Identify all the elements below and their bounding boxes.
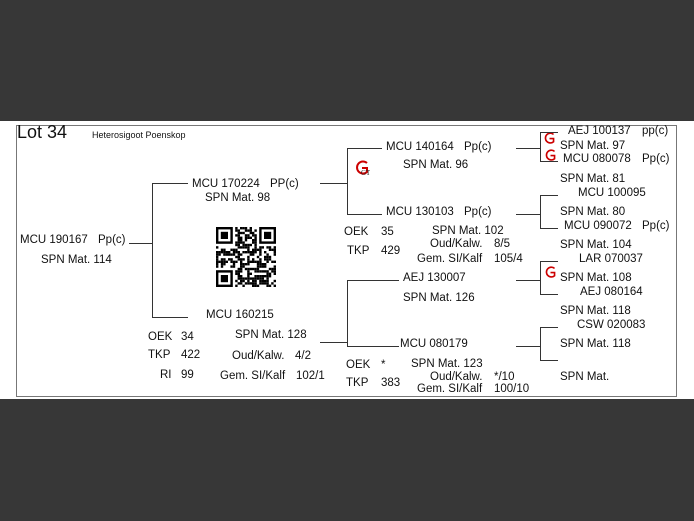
connector-line <box>540 261 541 294</box>
dam-oek-label: OEK <box>148 331 173 343</box>
connector-line <box>516 346 540 347</box>
dd-oud-label: Oud/Kalw. <box>430 371 483 383</box>
g3-2-code: Pp(c) <box>642 153 670 165</box>
dd-oud-value: */10 <box>494 371 515 383</box>
lot-number: Lot 34 <box>17 122 68 142</box>
g3-3-spn: SPN Mat. 80 <box>560 206 626 218</box>
sire-name: MCU 170224 <box>192 178 260 190</box>
dd-gem-value: 100/10 <box>494 383 530 395</box>
connector-line <box>540 327 541 360</box>
dam-spn: SPN Mat. 128 <box>235 329 307 341</box>
g3-2-spn: SPN Mat. 81 <box>560 173 626 185</box>
sd-oek-value: 35 <box>381 226 394 238</box>
g3-5-name: LAR 070037 <box>579 253 643 265</box>
gt-logo-icon <box>543 132 556 145</box>
g3-7-spn: SPN Mat. 118 <box>560 338 631 350</box>
connector-line <box>540 294 558 295</box>
sd-oek-label: OEK <box>344 226 369 238</box>
sd-oud-label: Oud/Kalw. <box>430 238 483 250</box>
ds-spn: SPN Mat. 126 <box>403 292 475 304</box>
sd-code: Pp(c) <box>464 206 492 218</box>
sd-tkp-label: TKP <box>347 245 370 257</box>
subject-name: MCU 190167 <box>20 234 88 246</box>
gt-logo-text: GT <box>361 169 370 176</box>
dam-tkp-label: TKP <box>148 349 171 361</box>
dam-ri-label: RI <box>160 369 172 381</box>
connector-line <box>347 214 382 215</box>
dam-oud-value: 4/2 <box>295 350 311 362</box>
g3-4-code: Pp(c) <box>642 220 670 232</box>
gt-logo-icon <box>544 266 557 279</box>
g3-1-name: AEJ 100137 <box>568 125 631 137</box>
g3-4-spn: SPN Mat. 104 <box>560 239 632 251</box>
connector-line <box>540 327 558 328</box>
connector-line <box>516 214 540 215</box>
ss-name: MCU 140164 <box>386 141 454 153</box>
connector-line <box>347 148 348 214</box>
dd-spn: SPN Mat. 123 <box>411 358 483 370</box>
connector-line <box>347 280 348 346</box>
dam-ri-value: 99 <box>181 369 194 381</box>
sire-spn: SPN Mat. 98 <box>205 192 271 204</box>
connector-line <box>347 280 399 281</box>
sd-spn: SPN Mat. 102 <box>432 225 504 237</box>
dd-name: MCU 080179 <box>400 338 468 350</box>
subject-code: Pp(c) <box>98 234 126 246</box>
connector-line <box>152 183 188 184</box>
g3-2-name: MCU 080078 <box>563 153 631 165</box>
pedigree-card <box>0 121 694 399</box>
dam-gem-label: Gem. SI/Kalf <box>220 370 286 382</box>
g3-7-name: CSW 020083 <box>577 319 646 331</box>
connector-line <box>540 360 558 361</box>
g3-1-code: pp(c) <box>642 125 669 137</box>
connector-line <box>152 317 188 318</box>
dam-oud-label: Oud/Kalw. <box>232 350 285 362</box>
sd-gem-label: Gem. SI/Kalf <box>417 253 483 265</box>
g3-6-name: AEJ 080164 <box>580 286 643 298</box>
connector-line <box>129 243 152 244</box>
sd-gem-value: 105/4 <box>494 253 523 265</box>
sd-name: MCU 130103 <box>386 206 454 218</box>
subject-spn: SPN Mat. 114 <box>41 254 112 266</box>
g3-6-spn: SPN Mat. 118 <box>560 305 631 317</box>
connector-line <box>320 342 347 343</box>
connector-line <box>347 346 399 347</box>
g3-1-spn: SPN Mat. 97 <box>560 140 626 152</box>
g3-5-spn: SPN Mat. 108 <box>560 272 632 284</box>
connector-line <box>540 228 558 229</box>
g3-8-spn: SPN Mat. <box>560 371 610 383</box>
gt-logo-icon <box>354 160 370 176</box>
connector-line <box>152 183 153 317</box>
qr-code <box>216 227 276 287</box>
dd-oek-label: OEK <box>346 359 371 371</box>
connector-line <box>540 161 558 162</box>
connector-line <box>516 148 540 149</box>
dam-tkp-value: 422 <box>181 349 201 361</box>
connector-line <box>540 261 558 262</box>
connector-line <box>540 195 541 228</box>
lot-subtitle: Heterosigoot Poenskop <box>92 130 186 140</box>
sire-code: PP(c) <box>270 178 299 190</box>
g3-3-name: MCU 100095 <box>578 187 646 199</box>
ds-name: AEJ 130007 <box>403 272 466 284</box>
sd-oud-value: 8/5 <box>494 238 510 250</box>
g3-4-name: MCU 090072 <box>564 220 632 232</box>
connector-line <box>320 183 347 184</box>
dam-gem-value: 102/1 <box>296 370 325 382</box>
dd-tkp-value: 383 <box>381 377 401 389</box>
connector-line <box>347 148 382 149</box>
sd-tkp-value: 429 <box>381 245 401 257</box>
connector-line <box>540 132 558 133</box>
ss-spn: SPN Mat. 96 <box>403 159 469 171</box>
ss-code: Pp(c) <box>464 141 492 153</box>
dd-tkp-label: TKP <box>346 377 369 389</box>
dam-oek-value: 34 <box>181 331 194 343</box>
connector-line <box>540 195 558 196</box>
dd-gem-label: Gem. SI/Kalf <box>417 383 483 395</box>
dd-oek-value: * <box>381 359 386 371</box>
connector-line <box>540 132 541 161</box>
dam-name: MCU 160215 <box>206 309 274 321</box>
connector-line <box>516 280 540 281</box>
